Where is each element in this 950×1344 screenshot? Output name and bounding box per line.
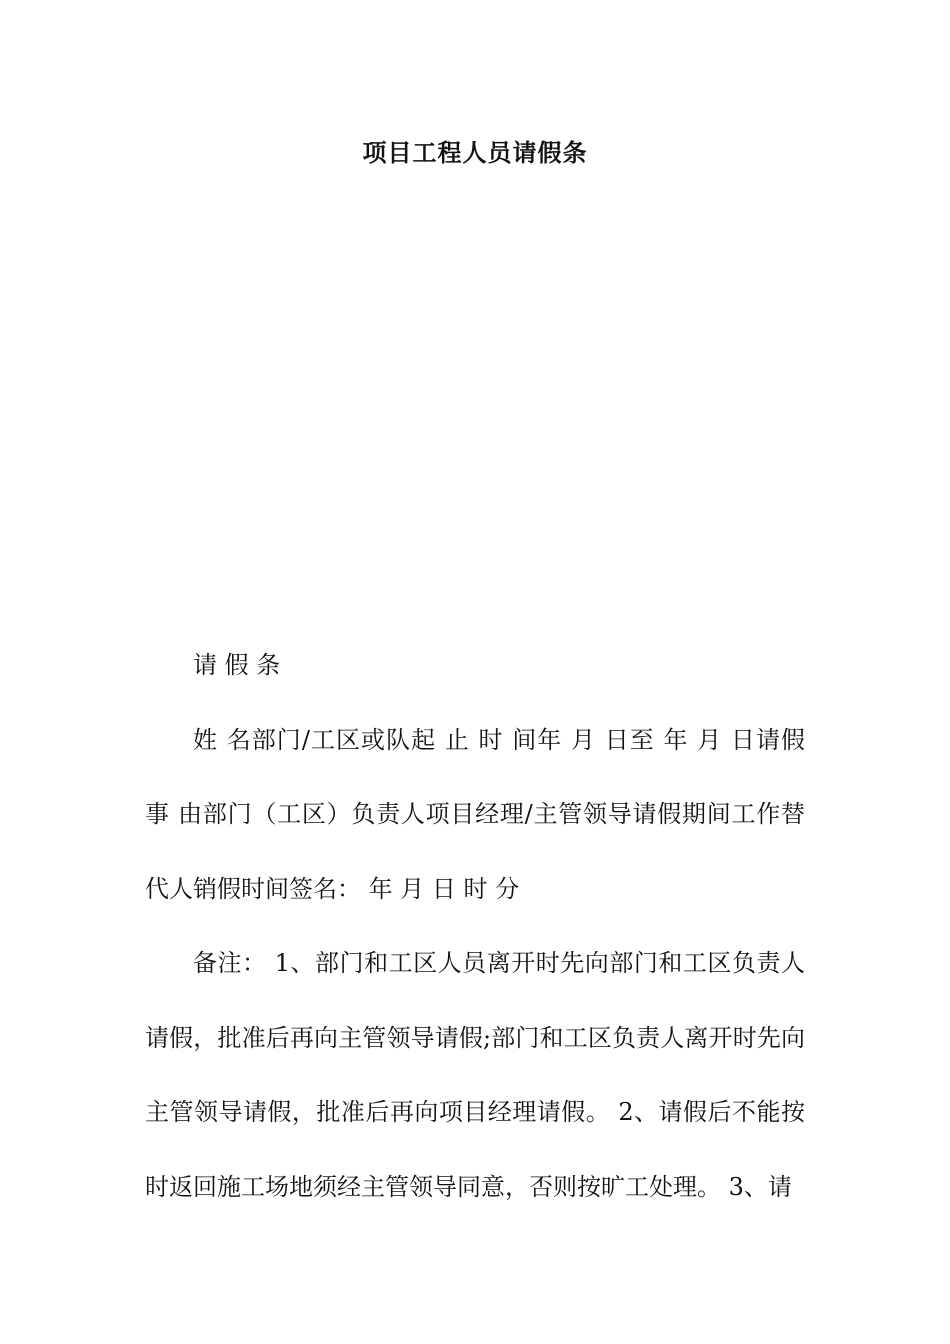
leave-slip-fields: 姓 名部门/工区或队起 止 时 间年 月 日至 年 月 日请假 事 由部门（工区）负责人项目经理/主管领导请假期间工作替代人销假时间签名： 年 月 日 时 分 (145, 725, 805, 903)
leave-slip-heading: 请 假 条 (193, 651, 281, 679)
remarks-paragraph: 备注： 1、部门和工区人员离开时先向部门和工区负责人请假，批准后再向主管领导请假;部门和工区负责人离开时先向主管领导请假，批准后再向项目经理请假。 2、请假后不能按时返回施工场地须经主管领导同意，否则按旷工处理。 3、请 (145, 949, 805, 1201)
document-title: 项目工程人员请假条 (362, 138, 588, 167)
document-body (145, 628, 805, 1224)
